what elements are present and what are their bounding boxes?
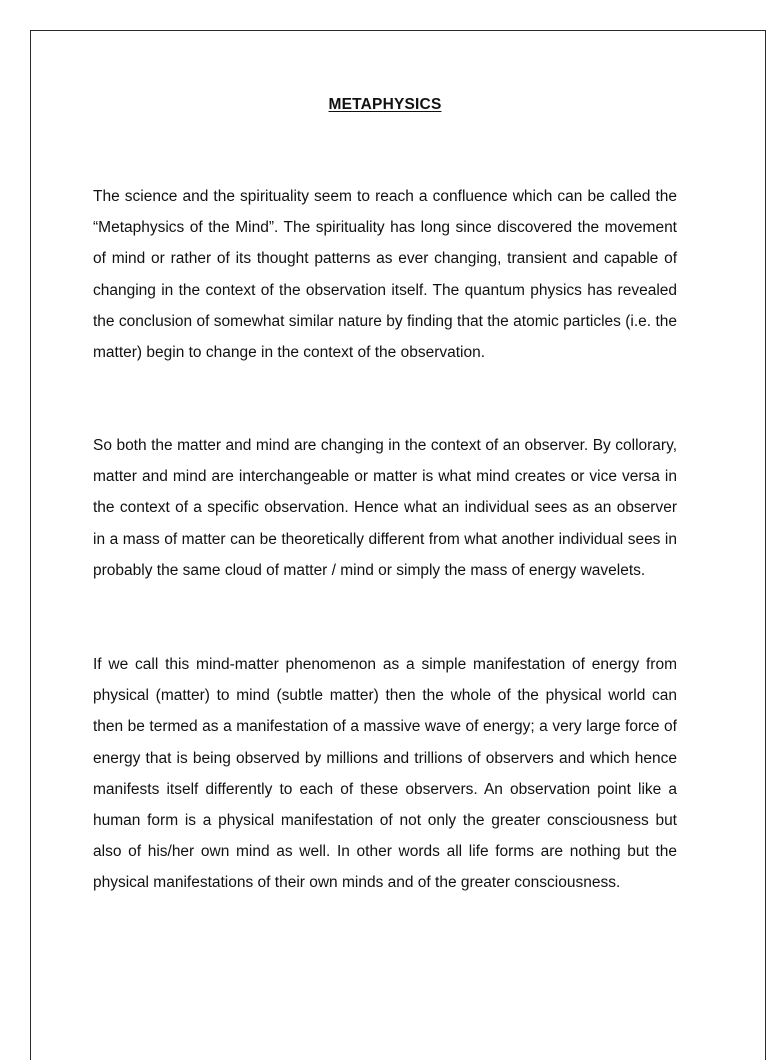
document-page: [30, 30, 766, 1060]
document-title: METAPHYSICS: [328, 96, 442, 113]
paragraph-2: So both the matter and mind are changing in the context of an observer. By collorary, matter and mind are interchangeable or matter is what mind creates or vice versa in the context of a specific observation. Hence what an individual sees as an observer in a mass of matter can be theoretically different from what another individual sees in probably the same cloud of matter / mind or simply the mass of energy wavelets.: [93, 437, 677, 579]
paragraph-1: The science and the spirituality seem to reach a confluence which can be called the “Metaphysics of the Mind”. The spirituality has long since discovered the movement of mind or rather of its thought patterns as ever changing, transient and capable of changing in the context of the observation itself. The quantum physics has revealed the conclusion of somewhat similar nature by finding that the atomic particles (i.e. the matter) begin to change in the context of the observation.: [93, 188, 677, 362]
paragraph-3: If we call this mind-matter phenomenon as a simple manifestation of energy from physical (matter) to mind (subtle matter) then the whole of the physical world can then be termed as a manifestation of a massive wave of energy; a very large force of energy that is being observed by millions and trillions of observers and which hence manifests itself differently to each of these observers. An observation point like a human form is a physical manifestation of not only the greater consciousness but also of his/her own mind as well. In other words all life forms are nothing but the physical manifestations of their own minds and of the greater consciousness.: [93, 656, 677, 892]
